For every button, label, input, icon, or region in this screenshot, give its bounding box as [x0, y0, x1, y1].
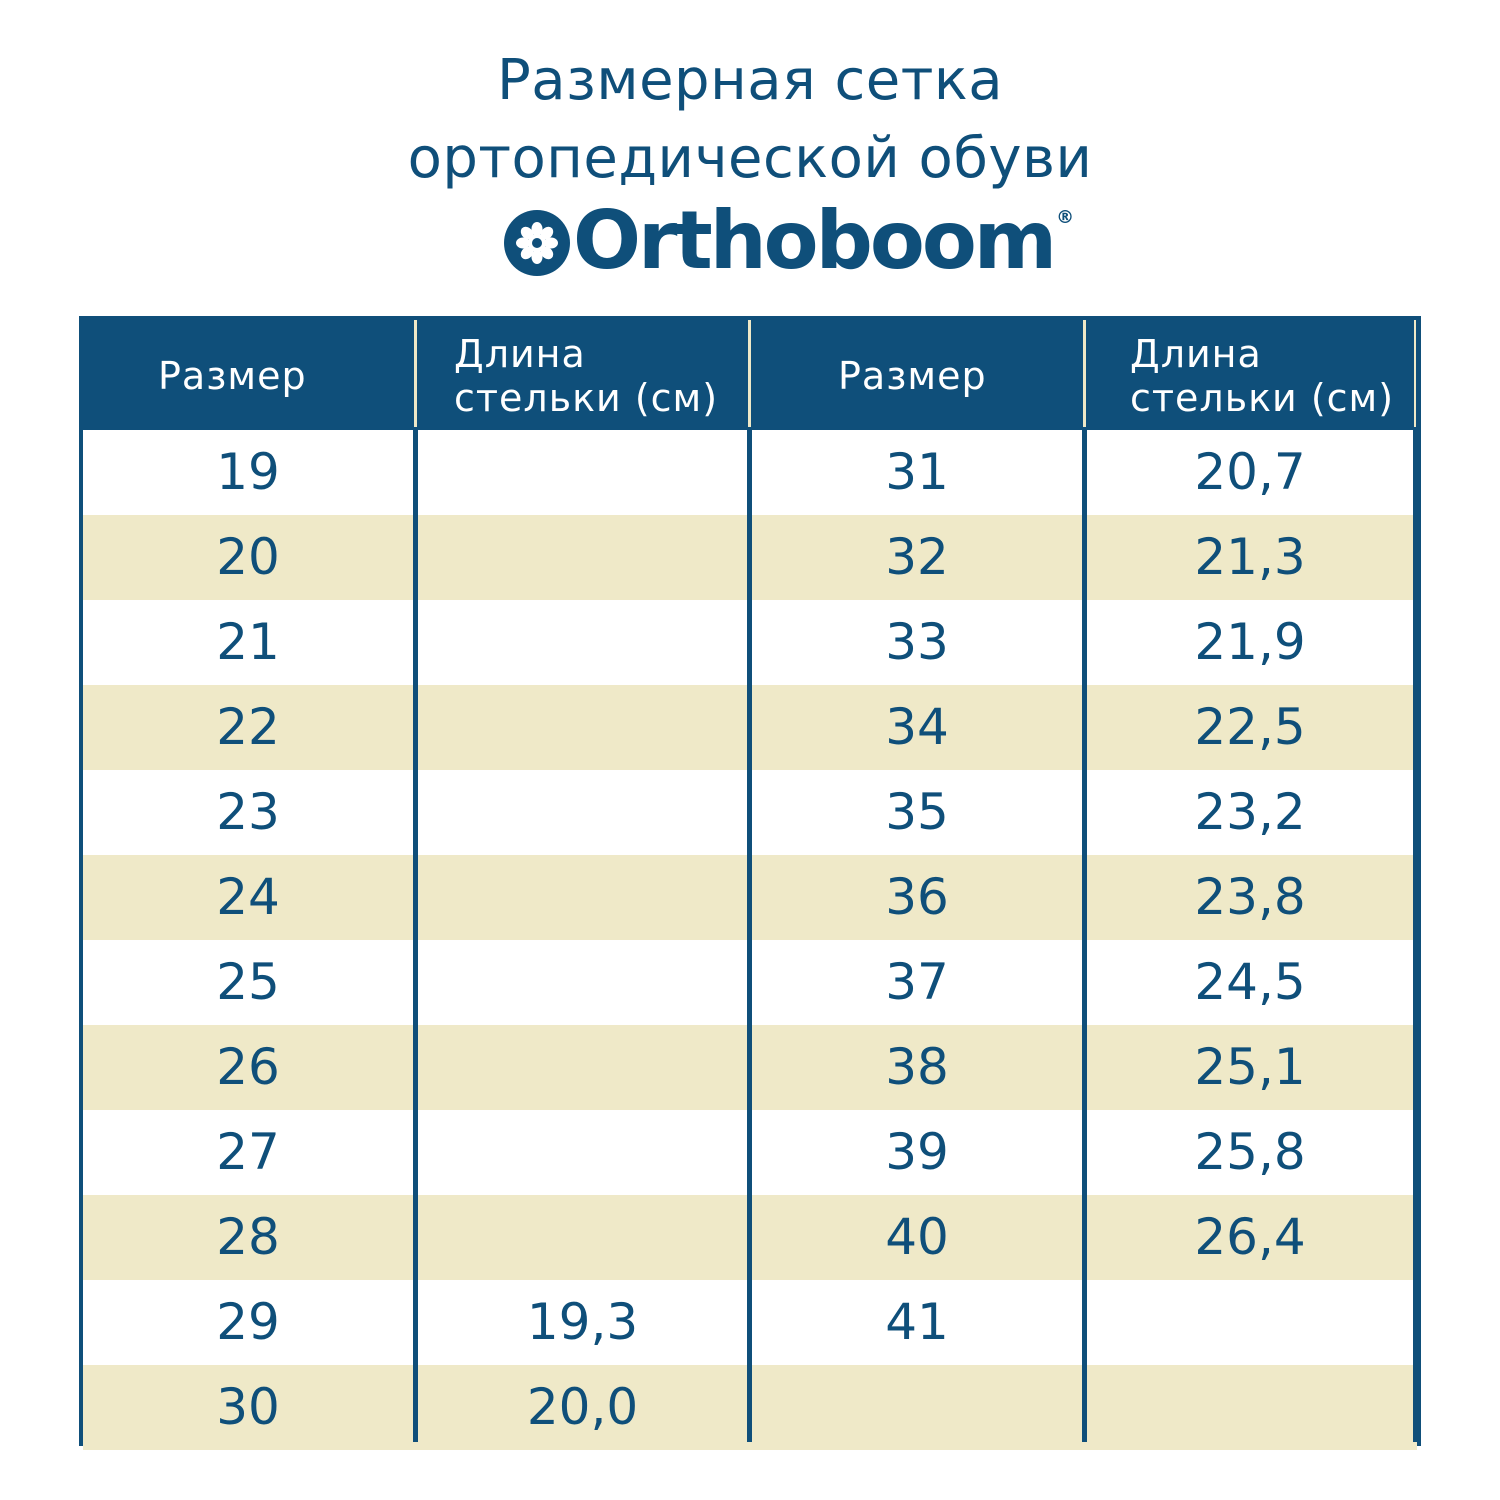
insole-length-cell: 25,1 [1194, 1038, 1306, 1096]
insole-length-cell: 25,8 [1194, 1123, 1306, 1181]
insole-length-cell: 20,0 [526, 1378, 639, 1436]
column-header-label: стельки (см) [454, 376, 719, 420]
registered-mark: ® [1056, 207, 1075, 228]
insole-length-cell [418, 1025, 747, 1110]
insole-length-cell: 23,8 [1194, 868, 1306, 926]
insole-length-cell [418, 940, 747, 1025]
size-cell [752, 1365, 1082, 1450]
size-cell: 29 [216, 1293, 280, 1351]
size-cell: 36 [885, 868, 949, 926]
insole-length-cell: 21,3 [1194, 528, 1306, 586]
size-cell: 38 [885, 1038, 949, 1096]
insole-length-cell [418, 1110, 747, 1195]
size-cell: 37 [885, 953, 949, 1011]
brand-logo [503, 194, 1075, 287]
size-cell: 25 [216, 953, 280, 1011]
column-header-size-2 [752, 320, 1082, 427]
insole-length-cell [418, 515, 747, 600]
size-cell: 41 [885, 1293, 949, 1351]
column-header-insole-1 [418, 320, 747, 427]
size-cell: 24 [216, 868, 280, 926]
column-header-label: Длина [1130, 332, 1262, 376]
column-divider [1082, 320, 1087, 1442]
size-cell: 26 [216, 1038, 280, 1096]
size-cell: 40 [885, 1208, 949, 1266]
size-cell: 39 [885, 1123, 949, 1181]
column-divider [747, 320, 752, 1442]
size-cell: 34 [885, 698, 949, 756]
column-header-size-1 [83, 320, 413, 427]
column-header-label: стельки (см) [1130, 376, 1395, 420]
size-cell: 22 [216, 698, 280, 756]
insole-length-cell: 24,5 [1194, 953, 1306, 1011]
page-title-line-2: ортопедической обуви [407, 126, 1093, 191]
size-cell: 35 [885, 783, 949, 841]
insole-length-cell [418, 685, 747, 770]
insole-length-cell [1087, 1280, 1413, 1365]
insole-length-cell [418, 1195, 747, 1280]
column-divider [1413, 320, 1417, 1442]
size-chart-table [79, 316, 1421, 1446]
insole-length-cell: 26,4 [1194, 1208, 1306, 1266]
column-header-label: Размер [838, 354, 987, 398]
column-header-label: Размер [158, 354, 307, 398]
insole-length-cell [418, 430, 747, 515]
size-cell: 31 [885, 443, 949, 501]
size-cell: 30 [216, 1378, 280, 1436]
size-cell: 19 [216, 443, 280, 501]
brand-name: Orthoboom [573, 194, 1055, 287]
size-cell: 20 [216, 528, 280, 586]
size-cell: 21 [216, 613, 280, 671]
size-cell: 33 [885, 613, 949, 671]
insole-length-cell: 23,2 [1194, 783, 1306, 841]
insole-length-cell: 19,3 [526, 1293, 639, 1351]
insole-length-cell [418, 770, 747, 855]
column-header-insole-2 [1087, 320, 1417, 427]
size-cell: 28 [216, 1208, 280, 1266]
size-chart-grid [83, 320, 1417, 1442]
page-title-line-1: Размерная сетка [496, 48, 1004, 113]
size-cell: 32 [885, 528, 949, 586]
size-cell: 23 [216, 783, 280, 841]
insole-length-cell: 22,5 [1194, 698, 1306, 756]
insole-length-cell [1087, 1365, 1413, 1450]
insole-length-cell: 20,7 [1194, 443, 1306, 501]
insole-length-cell: 21,9 [1194, 613, 1306, 671]
size-cell: 27 [216, 1123, 280, 1181]
star-flower-icon [503, 209, 571, 277]
column-header-label: Длина [454, 332, 586, 376]
insole-length-cell [418, 855, 747, 940]
insole-length-cell [418, 600, 747, 685]
column-divider [413, 320, 418, 1442]
